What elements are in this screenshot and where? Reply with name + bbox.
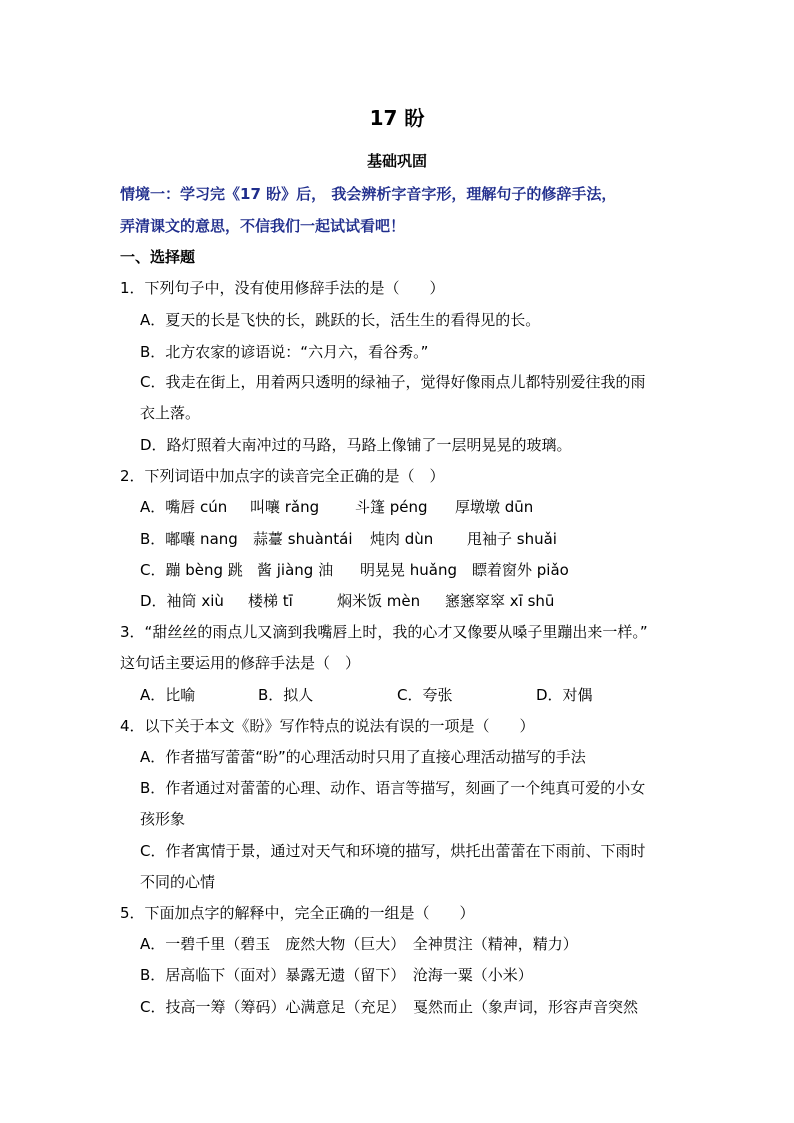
q1-option-a: A．夏天的长是飞快的长，跳跃的长，活生生的看得见的长。 (140, 311, 541, 329)
q2-c-word-4: 瞟着窗外 piǎo (472, 561, 569, 579)
q5-option-b: B．居高临下（面对）暴露无遗（留下） 沧海一粟（小米） (140, 966, 533, 984)
q2-c-word-3: 明晃晃 huǎng (360, 561, 458, 579)
question-3-stem-cont: 这句话主要运用的修辞手法是（ ） (120, 654, 361, 672)
q2-d-word-1: D．袖筒 xiù (140, 592, 224, 610)
q2-a-word-1: A．嘴唇 cún (140, 498, 228, 516)
q3-option-a: A．比喻 (140, 686, 196, 704)
q3-option-b: B．拟人 (258, 686, 314, 704)
q2-c-word-1: C．蹦 bèng 跳 (140, 561, 243, 579)
q4-option-c-cont: 不同的心情 (140, 873, 216, 891)
lesson-title: 17 盼 (369, 106, 425, 130)
q3-option-c: C．夸张 (397, 686, 453, 704)
q2-a-word-3: 斗篷 péng (355, 498, 428, 516)
question-2-stem: 2．下列词语中加点字的读音完全正确的是（ ） (120, 467, 445, 485)
intro-line-2: 弄清课文的意思，不信我们一起试试看吧！ (120, 217, 406, 235)
q4-option-b-cont: 孩形象 (140, 810, 186, 828)
q2-a-word-4: 厚墩墩 dūn (455, 498, 534, 516)
q2-b-word-3: 炖肉 dùn (370, 530, 434, 548)
intro-line-1: 情境一：学习完《17 盼》后， 我会辨析字音字形，理解句子的修辞手法， (120, 185, 617, 203)
q4-option-b: B．作者通过对蕾蕾的心理、动作、语言等描写，刻画了一个纯真可爱的小女 (140, 779, 646, 797)
question-1-stem: 1．下列句子中，没有使用修辞手法的是（ ） (120, 279, 445, 297)
question-3-stem: 3．“甜丝丝的雨点儿又滴到我嘴唇上时，我的心才又像要从嗓子里蹦出来一样。” (120, 623, 648, 641)
q3-option-d: D．对偶 (536, 686, 593, 704)
q2-d-word-3: 焖米饭 mèn (337, 592, 421, 610)
q2-d-word-4: 窸窸窣窣 xī shū (445, 592, 555, 610)
q5-option-a: A．一碧千里（碧玉 庞然大物（巨大） 全神贯注（精神，精力） (140, 935, 578, 953)
q1-option-c: C．我走在街上，用着两只透明的绿袖子，觉得好像雨点儿都特别爱往我的雨 (140, 373, 646, 391)
q2-c-word-2: 酱 jiàng 油 (257, 561, 334, 579)
q1-option-d: D．路灯照着大南冲过的马路，马路上像铺了一层明晃晃的玻璃。 (140, 436, 572, 454)
question-5-stem: 5．下面加点字的解释中，完全正确的一组是（ ） (120, 904, 475, 922)
section-heading: 一、选择题 (120, 248, 196, 266)
q4-option-a: A．作者描写蕾蕾“盼”的心理活动时只用了直接心理活动描写的手法 (140, 748, 586, 766)
q4-option-c: C．作者寓情于景，通过对天气和环境的描写，烘托出蕾蕾在下雨前、下雨时 (140, 842, 646, 860)
question-4-stem: 4．以下关于本文《盼》写作特点的说法有误的一项是（ ） (120, 717, 535, 735)
q2-a-word-2: 叫嚷 rǎng (250, 498, 320, 516)
q2-b-word-1: B．嘟囔 nang (140, 530, 238, 548)
section-subtitle: 基础巩固 (366, 152, 427, 170)
q2-d-word-2: 楼梯 tī (248, 592, 293, 610)
q2-b-word-4: 甩袖子 shuǎi (467, 530, 557, 548)
q5-option-c: C．技高一筹（筹码）心满意足（充足） 戛然而止（象声词，形容声音突然 (140, 998, 638, 1016)
q2-b-word-2: 蒜薹 shuàntái (253, 530, 353, 548)
q1-option-b: B．北方农家的谚语说：“六月六，看谷秀。” (140, 343, 429, 361)
q1-option-c-cont: 衣上落。 (140, 404, 201, 422)
